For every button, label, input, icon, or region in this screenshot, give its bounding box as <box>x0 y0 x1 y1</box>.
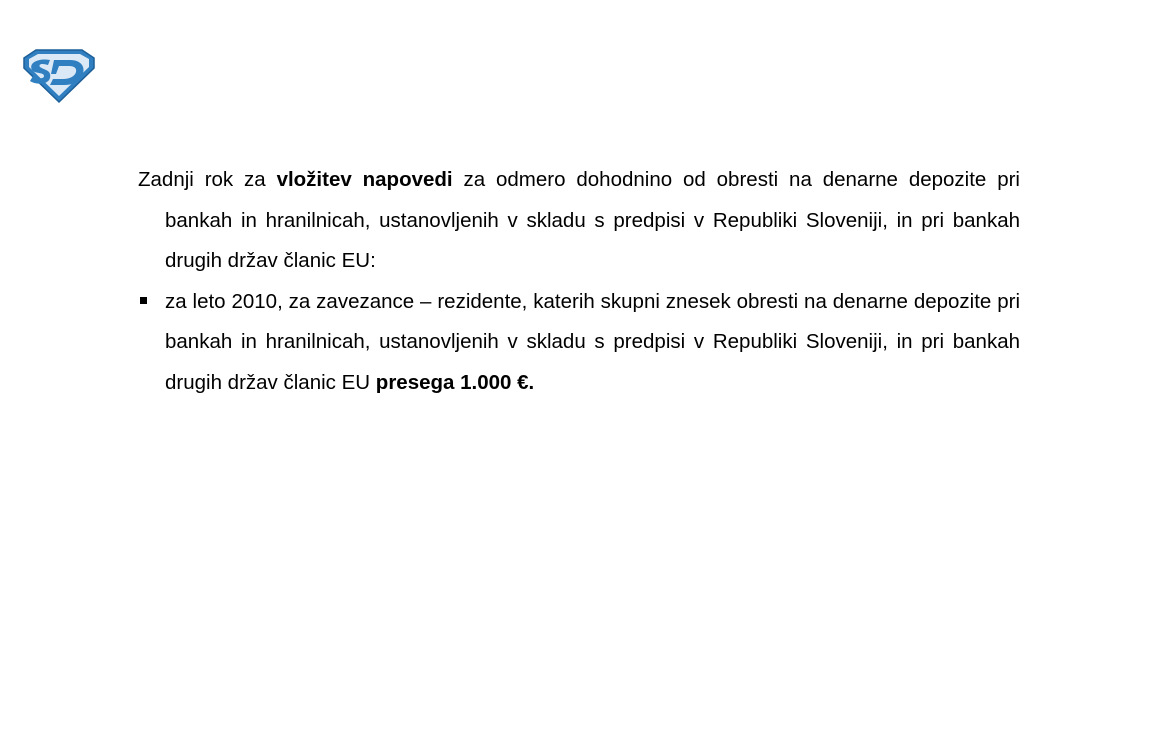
document-body <box>138 160 1020 403</box>
intro-text-before: Zadnji rok za <box>138 168 277 191</box>
intro-paragraph <box>138 160 1020 282</box>
intro-bold-text: vložitev napovedi <box>276 168 453 191</box>
company-logo <box>22 48 96 104</box>
shield-logo-icon <box>22 48 96 104</box>
square-bullet-icon <box>140 297 147 304</box>
list-item <box>138 282 1020 404</box>
bullet-text-before: za leto 2010, za zavezance – rezidente, katerih skupni znesek obresti na denarne depozite pri bankah in hranilnicah, ustanovljenih v skladu s predpisi v Republiki Sloveniji, in pri bankah drugih držav članic EU <box>165 289 1020 394</box>
bullet-bold-text: presega 1.000 €. <box>375 370 535 394</box>
intro-text-after: za odmero dohodnino od obresti na denarne depozite pri bankah in hranilnicah, ustanovljenih v skladu s predpisi v Republiki Sloveniji, in pri bankah drugih držav članic EU: <box>165 168 1020 272</box>
